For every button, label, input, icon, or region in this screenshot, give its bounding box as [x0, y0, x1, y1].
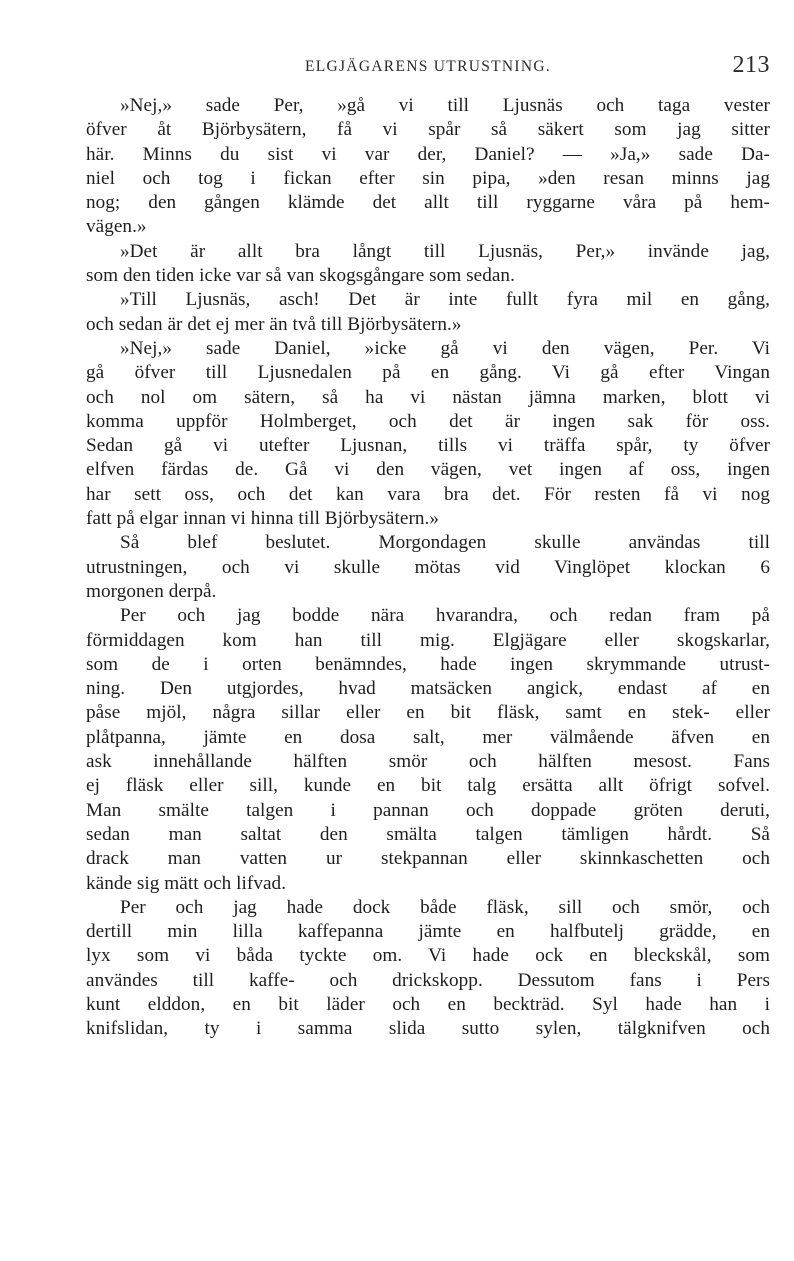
- text-line: förmiddagen kom han till mig. Elgjägare eller skogskarlar,: [86, 629, 770, 651]
- text-line: vägen.»: [86, 216, 147, 238]
- text-line: kände sig mätt och lifvad.: [86, 872, 287, 894]
- text-line: lyx som vi båda tyckte om. Vi hade ock en bleckskål, som: [86, 945, 770, 967]
- text-line: ej fläsk eller sill, kunde en bit talg ersätta allt öfrigt sofvel.: [86, 775, 770, 797]
- text-line: nog; den gången klämde det allt till ryggarne våra på hem-: [86, 192, 770, 214]
- text-line: ning. Den utgjordes, hvad matsäcken angick, endast af en: [86, 678, 770, 700]
- text-line: »Det är allt bra långt till Ljusnäs, Per,» invände jag,: [120, 240, 770, 262]
- text-line: niel och tog i fickan efter sin pipa, »den resan minns jag: [86, 167, 770, 189]
- text-line: »Nej,» sade Per, »gå vi till Ljusnäs och taga vester: [120, 95, 770, 116]
- text-line: här. Minns du sist vi var der, Daniel? — »Ja,» sade Da-: [86, 143, 770, 165]
- text-line: kunt elddon, en bit läder och en beckträd. Syl hade han i: [86, 993, 770, 1015]
- text-line: drack man vatten ur stekpannan eller skinnkaschetten och: [86, 848, 770, 870]
- page-number: 213: [732, 52, 770, 78]
- text-line: gå öfver till Ljusnedalen på en gång. Vi gå efter Vingan: [86, 362, 770, 384]
- text-line: Per och jag hade dock både fläsk, sill och smör, och: [120, 896, 770, 918]
- text-line: »Nej,» sade Daniel, »icke gå vi den vägen, Per. Vi: [120, 337, 770, 359]
- text-line: har sett oss, och det kan vara bra det. För resten få vi nog: [86, 483, 770, 505]
- text-line: användes till kaffe- och drickskopp. Dessutom fans i Pers: [86, 969, 770, 991]
- text-line: plåtpanna, jämte en dosa salt, mer välmående äfven en: [86, 726, 770, 748]
- text-line: öfver åt Björbysätern, få vi spår så säkert som jag sitter: [86, 119, 770, 141]
- body-text: [86, 94, 770, 1042]
- text-line: knifslidan, ty i samma slida sutto sylen, tälgknifven och: [86, 1018, 770, 1040]
- text-line: elfven färdas de. Gå vi den vägen, vet ingen af oss, ingen: [86, 459, 770, 481]
- text-line: som den tiden icke var så van skogsgångare som sedan.: [86, 265, 515, 287]
- text-line: sedan man saltat den smälta talgen tämligen hårdt. Så: [86, 823, 770, 845]
- text-line: morgonen derpå.: [86, 580, 217, 602]
- text-line: komma uppför Holmberget, och det är ingen sak för oss.: [86, 410, 770, 432]
- text-line: fatt på elgar innan vi hinna till Björbysätern.»: [86, 508, 440, 530]
- running-title: ELGJÄGARENS UTRUSTNING.: [304, 58, 552, 75]
- text-line: påse mjöl, några sillar eller en bit fläsk, samt en stek- eller: [86, 702, 770, 724]
- text-line: Per och jag bodde nära hvarandra, och redan fram på: [120, 605, 770, 627]
- text-line: ask innehållande hälften smör och hälften mesost. Fans: [86, 751, 770, 773]
- text-line: utrustningen, och vi skulle mötas vid Vinglöpet klockan 6: [86, 556, 770, 578]
- text-line: som de i orten benämndes, hade ingen skrymmande utrust-: [86, 653, 770, 675]
- text-line: Så blef beslutet. Morgondagen skulle användas till: [120, 532, 770, 554]
- text-line: Sedan gå vi utefter Ljusnan, tills vi träffa spår, ty öfver: [86, 435, 770, 457]
- page-header: [86, 52, 770, 82]
- text-line: och nol om sätern, så ha vi nästan jämna marken, blott vi: [86, 386, 770, 408]
- text-line: »Till Ljusnäs, asch! Det är inte fullt fyra mil en gång,: [120, 289, 770, 311]
- text-line: Man smälte talgen i pannan och doppade gröten deruti,: [86, 799, 770, 821]
- text-line: dertill min lilla kaffepanna jämte en halfbutelj grädde, en: [86, 921, 770, 943]
- text-line: och sedan är det ej mer än två till Björbysätern.»: [86, 313, 462, 335]
